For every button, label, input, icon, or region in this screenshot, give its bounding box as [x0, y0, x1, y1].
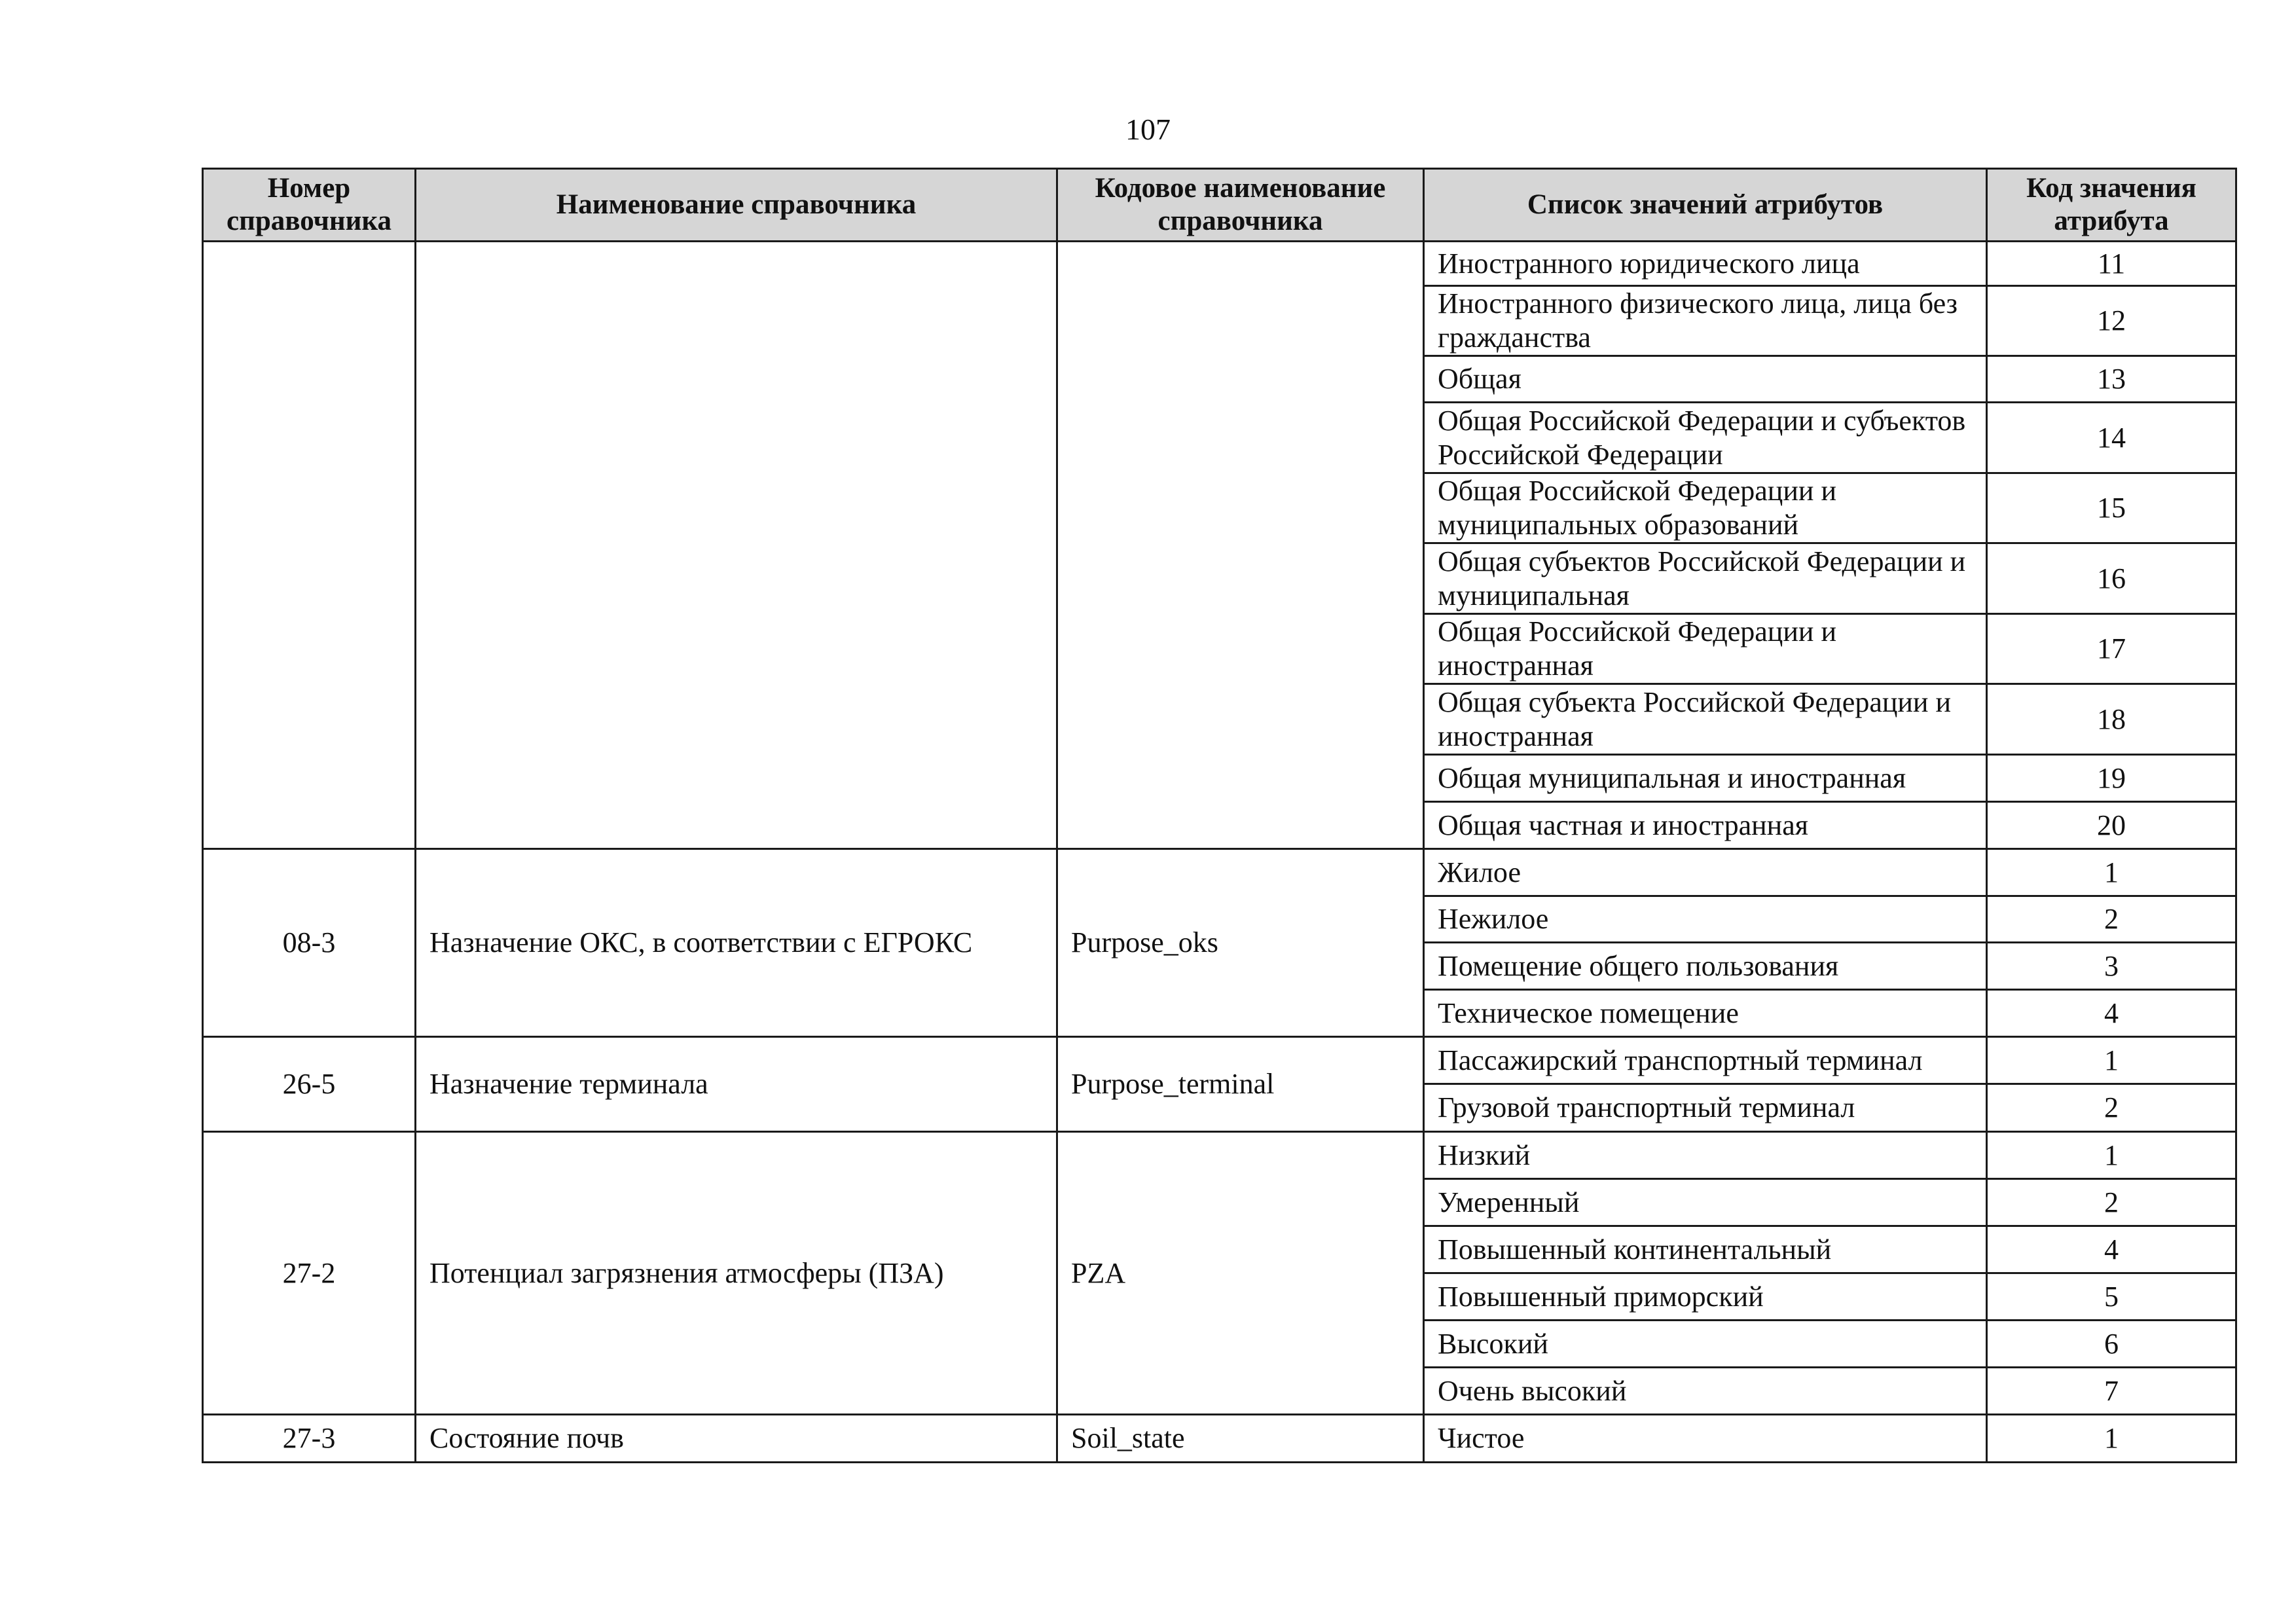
reference-table	[202, 168, 2237, 1463]
attribute-value: Иностранного юридического лица	[1424, 242, 1987, 286]
table-row	[203, 849, 2236, 896]
reference-name: Потенциал загрязнения атмосферы (ПЗА)	[416, 1132, 1057, 1415]
attribute-value: Повышенный континентальный	[1424, 1226, 1987, 1273]
reference-name: Состояние почв	[416, 1415, 1057, 1463]
attribute-value: Очень высокий	[1424, 1368, 1987, 1415]
table-row	[203, 1132, 2236, 1179]
attribute-code: 4	[1987, 1226, 2236, 1273]
attribute-code: 15	[1987, 473, 2236, 543]
attribute-code: 20	[1987, 802, 2236, 849]
reference-code-name: Soil_state	[1057, 1415, 1424, 1463]
attribute-code: 4	[1987, 990, 2236, 1037]
attribute-value: Низкий	[1424, 1132, 1987, 1179]
attribute-value: Чистое	[1424, 1415, 1987, 1463]
header-code-name: Кодовое наименование справочника	[1057, 169, 1424, 242]
attribute-value: Грузовой транспортный терминал	[1424, 1084, 1987, 1132]
table-body	[203, 242, 2236, 1463]
attribute-value: Иностранного физического лица, лица без гражданства	[1424, 286, 1987, 356]
attribute-code: 1	[1987, 849, 2236, 896]
attribute-value: Жилое	[1424, 849, 1987, 896]
attribute-code: 3	[1987, 943, 2236, 990]
attribute-code: 2	[1987, 1084, 2236, 1132]
reference-name: Назначение терминала	[416, 1037, 1057, 1132]
reference-number: 08-3	[203, 849, 416, 1037]
header-number: Номер справочника	[203, 169, 416, 242]
attribute-value: Общая Российской Федерации и муниципальных образований	[1424, 473, 1987, 543]
attribute-value: Общая Российской Федерации и иностранная	[1424, 614, 1987, 684]
reference-code-name: PZA	[1057, 1132, 1424, 1415]
reference-number: 27-3	[203, 1415, 416, 1463]
attribute-code: 1	[1987, 1132, 2236, 1179]
attribute-code: 2	[1987, 896, 2236, 943]
table-row	[203, 1037, 2236, 1084]
continuation-name-cell	[416, 242, 1057, 849]
attribute-code: 17	[1987, 614, 2236, 684]
attribute-value: Техническое помещение	[1424, 990, 1987, 1037]
table-header	[203, 169, 2236, 242]
attribute-value: Высокий	[1424, 1321, 1987, 1368]
attribute-value: Общая муниципальная и иностранная	[1424, 755, 1987, 802]
attribute-code: 18	[1987, 684, 2236, 755]
attribute-value: Общая субъектов Российской Федерации и муниципальная	[1424, 543, 1987, 614]
header-name: Наименование справочника	[416, 169, 1057, 242]
attribute-code: 1	[1987, 1037, 2236, 1084]
table-row	[203, 1415, 2236, 1463]
attribute-value: Общая Российской Федерации и субъектов Российской Федерации	[1424, 403, 1987, 473]
reference-number: 27-2	[203, 1132, 416, 1415]
continuation-number-cell	[203, 242, 416, 849]
attribute-code: 11	[1987, 242, 2236, 286]
attribute-value: Общая частная и иностранная	[1424, 802, 1987, 849]
attribute-code: 13	[1987, 356, 2236, 403]
header-value-code: Код значения атрибута	[1987, 169, 2236, 242]
attribute-code: 7	[1987, 1368, 2236, 1415]
reference-code-name: Purpose_terminal	[1057, 1037, 1424, 1132]
attribute-value: Пассажирский транспортный терминал	[1424, 1037, 1987, 1084]
attribute-value: Помещение общего пользования	[1424, 943, 1987, 990]
reference-name: Назначение ОКС, в соответствии с ЕГРОКС	[416, 849, 1057, 1037]
page-number: 107	[1125, 113, 1171, 146]
attribute-code: 16	[1987, 543, 2236, 614]
attribute-code: 5	[1987, 1273, 2236, 1321]
attribute-code: 19	[1987, 755, 2236, 802]
attribute-code: 14	[1987, 403, 2236, 473]
attribute-value: Умеренный	[1424, 1179, 1987, 1226]
attribute-code: 2	[1987, 1179, 2236, 1226]
attribute-code: 6	[1987, 1321, 2236, 1368]
attribute-code: 1	[1987, 1415, 2236, 1463]
table-row	[203, 242, 2236, 286]
attribute-value: Нежилое	[1424, 896, 1987, 943]
attribute-value: Повышенный приморский	[1424, 1273, 1987, 1321]
header-values: Список значений атрибутов	[1424, 169, 1987, 242]
attribute-value: Общая субъекта Российской Федерации и иностранная	[1424, 684, 1987, 755]
attribute-value: Общая	[1424, 356, 1987, 403]
attribute-code: 12	[1987, 286, 2236, 356]
reference-number: 26-5	[203, 1037, 416, 1132]
reference-code-name: Purpose_oks	[1057, 849, 1424, 1037]
continuation-code-name-cell	[1057, 242, 1424, 849]
